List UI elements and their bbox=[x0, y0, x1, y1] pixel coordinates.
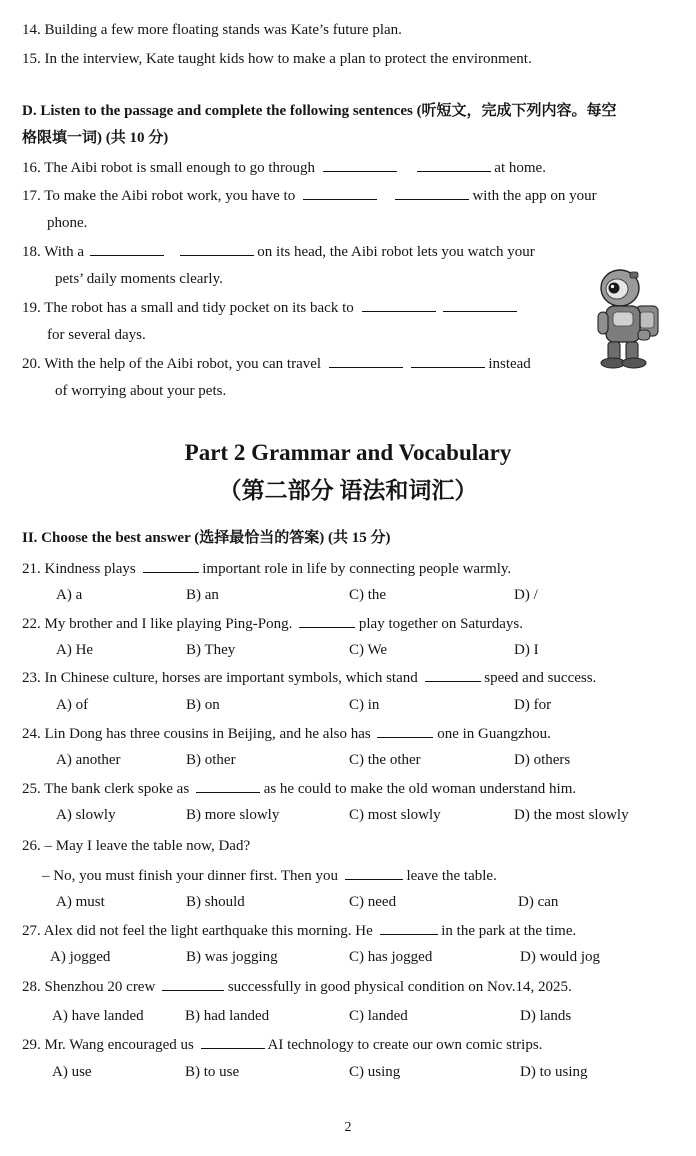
option-c[interactable]: C) using bbox=[349, 1064, 401, 1080]
option-a[interactable]: A) a bbox=[56, 587, 83, 603]
answer-blank[interactable] bbox=[299, 613, 355, 628]
option-d[interactable]: D) can bbox=[518, 894, 559, 910]
option-d[interactable]: D) to using bbox=[520, 1064, 588, 1080]
answer-blank[interactable] bbox=[443, 297, 517, 312]
option-a[interactable]: A) jogged bbox=[50, 949, 111, 965]
answer-blank[interactable] bbox=[411, 353, 485, 368]
question-20-cont: of worrying about your pets. bbox=[55, 383, 227, 399]
question-24: 24. Lin Dong has three cousins in Beijing, and he also has one in Guangzhou. bbox=[22, 723, 551, 744]
item-14: 14. Building a few more floating stands was Kate’s future plan. bbox=[22, 22, 402, 38]
option-d[interactable]: D) I bbox=[514, 642, 539, 658]
question-29: 29. Mr. Wang encouraged us AI technology to create our own comic strips. bbox=[22, 1034, 542, 1055]
question-26: 26. – May I leave the table now, Dad? bbox=[22, 838, 251, 854]
question-22: 22. My brother and I like playing Ping-Pong. play together on Saturdays. bbox=[22, 613, 523, 634]
question-16: 16. The Aibi robot is small enough to go through at home. bbox=[22, 157, 546, 178]
option-c[interactable]: C) need bbox=[349, 894, 397, 910]
option-b[interactable]: B) They bbox=[186, 642, 236, 658]
answer-blank[interactable] bbox=[303, 185, 377, 200]
answer-blank[interactable] bbox=[417, 157, 491, 172]
question-23: 23. In Chinese culture, horses are important symbols, which stand speed and success. bbox=[22, 667, 596, 688]
option-c[interactable]: C) the other bbox=[349, 752, 421, 768]
part-2-title: Part 2 Grammar and Vocabulary bbox=[184, 440, 512, 465]
option-a[interactable]: A) slowly bbox=[56, 807, 116, 823]
answer-blank[interactable] bbox=[377, 723, 433, 738]
option-c[interactable]: C) in bbox=[349, 697, 380, 713]
question-18-cont: pets’ daily moments clearly. bbox=[55, 271, 223, 287]
question-21: 21. Kindness plays important role in life by connecting people warmly. bbox=[22, 558, 511, 579]
question-26-reply: – No, you must finish your dinner first. Then you leave the table. bbox=[42, 865, 497, 886]
option-d[interactable]: D) for bbox=[514, 697, 552, 713]
option-a[interactable]: A) must bbox=[56, 894, 105, 910]
answer-blank[interactable] bbox=[143, 558, 199, 573]
section-ii-heading: II. Choose the best answer (选择最恰当的答案) (共 15 分) bbox=[22, 530, 391, 546]
option-a[interactable]: A) have landed bbox=[52, 1008, 144, 1024]
page-number: 2 bbox=[344, 1120, 352, 1135]
answer-blank[interactable] bbox=[162, 976, 224, 991]
question-19: 19. The robot has a small and tidy pocket on its back to bbox=[22, 297, 517, 318]
option-c[interactable]: C) most slowly bbox=[349, 807, 441, 823]
option-b[interactable]: B) had landed bbox=[185, 1008, 270, 1024]
question-25: 25. The bank clerk spoke as as he could to make the old woman understand him. bbox=[22, 778, 576, 799]
option-b[interactable]: B) an bbox=[186, 587, 219, 603]
option-d[interactable]: D) the most slowly bbox=[514, 807, 629, 823]
question-27: 27. Alex did not feel the light earthquake this morning. He in the park at the time. bbox=[22, 920, 576, 941]
section-d-heading-line2: 格限填一词) (共 10 分) bbox=[22, 130, 169, 146]
option-d[interactable]: D) / bbox=[514, 587, 538, 603]
answer-blank[interactable] bbox=[329, 353, 403, 368]
option-b[interactable]: B) was jogging bbox=[186, 949, 278, 965]
option-a[interactable]: A) He bbox=[56, 642, 94, 658]
question-18: 18. With a on its head, the Aibi robot lets you watch your bbox=[22, 241, 535, 262]
option-d[interactable]: D) others bbox=[514, 752, 571, 768]
question-17: 17. To make the Aibi robot work, you have to with the app on your bbox=[22, 185, 597, 206]
option-a[interactable]: A) use bbox=[52, 1064, 92, 1080]
answer-blank[interactable] bbox=[345, 865, 403, 880]
item-15: 15. In the interview, Kate taught kids how to make a plan to protect the environment. bbox=[22, 51, 532, 67]
option-c[interactable]: C) landed bbox=[349, 1008, 408, 1024]
option-d[interactable]: D) would jog bbox=[520, 949, 600, 965]
option-c[interactable]: C) We bbox=[349, 642, 388, 658]
question-17-cont: phone. bbox=[47, 215, 88, 231]
answer-blank[interactable] bbox=[395, 185, 469, 200]
answer-blank[interactable] bbox=[90, 241, 164, 256]
option-b[interactable]: B) to use bbox=[185, 1064, 240, 1080]
option-c[interactable]: C) has jogged bbox=[349, 949, 433, 965]
option-a[interactable]: A) another bbox=[56, 752, 121, 768]
option-c[interactable]: C) the bbox=[349, 587, 387, 603]
section-d-heading: D. Listen to the passage and complete the following sentences (听短文，完成下列内容。每空 bbox=[22, 103, 617, 119]
question-28: 28. Shenzhou 20 crew successfully in good physical condition on Nov.14, 2025. bbox=[22, 976, 572, 997]
question-20: 20. With the help of the Aibi robot, you can travel instead bbox=[22, 353, 531, 374]
answer-blank[interactable] bbox=[425, 667, 481, 682]
option-b[interactable]: B) should bbox=[186, 894, 245, 910]
answer-blank[interactable] bbox=[201, 1034, 265, 1049]
option-b[interactable]: B) on bbox=[186, 697, 220, 713]
option-b[interactable]: B) other bbox=[186, 752, 236, 768]
answer-blank[interactable] bbox=[362, 297, 436, 312]
robot-illustration bbox=[596, 266, 666, 370]
answer-blank[interactable] bbox=[196, 778, 260, 793]
option-a[interactable]: A) of bbox=[56, 697, 89, 713]
answer-blank[interactable] bbox=[180, 241, 254, 256]
answer-blank[interactable] bbox=[380, 920, 438, 935]
option-d[interactable]: D) lands bbox=[520, 1008, 572, 1024]
answer-blank[interactable] bbox=[323, 157, 397, 172]
option-b[interactable]: B) more slowly bbox=[186, 807, 280, 823]
question-19-cont: for several days. bbox=[47, 327, 146, 343]
part-2-subtitle: （第二部分 语法和词汇） bbox=[218, 478, 478, 503]
